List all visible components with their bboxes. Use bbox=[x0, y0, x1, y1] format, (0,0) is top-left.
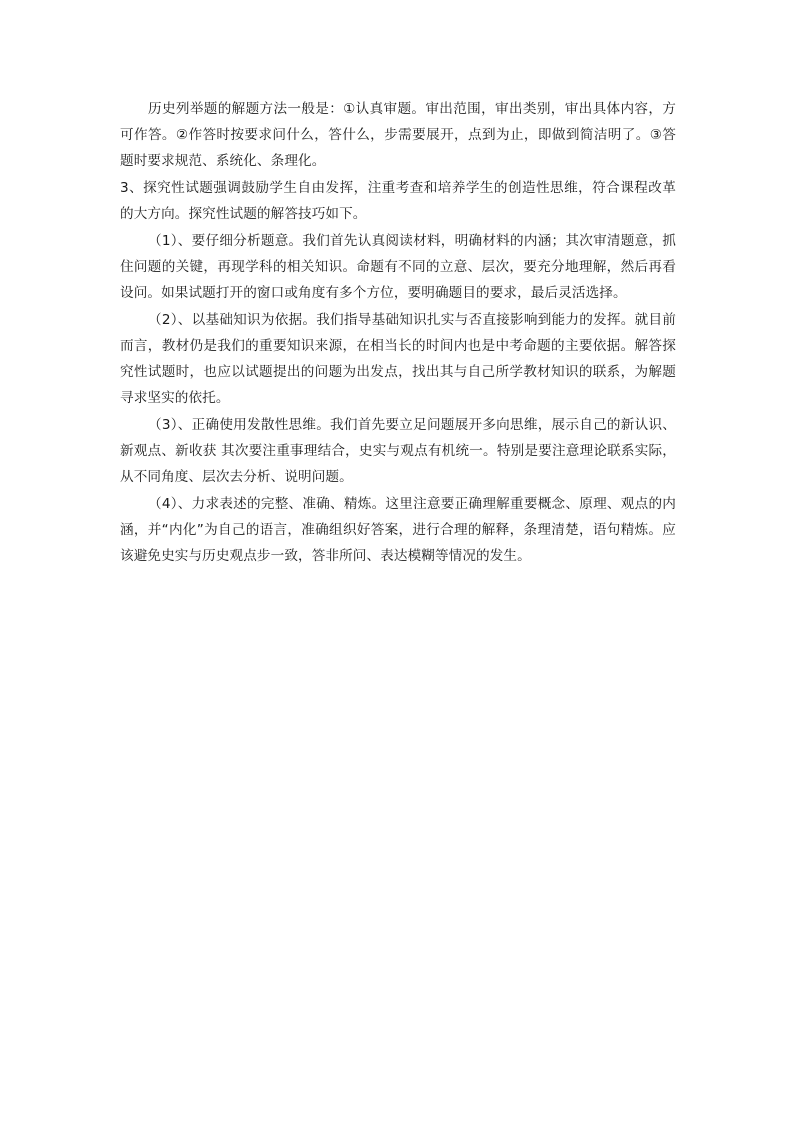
paragraph-section-3: 3、探究性试题强调鼓励学生自由发挥，注重考查和培养学生的创造性思维，符合课程改革的大方向。探究性试题的解答技巧如下。 bbox=[120, 180, 676, 222]
paragraph-intro: 历史列举题的解题方法一般是：①认真审题。审出范围，审出类别，审出具体内容，方可作答。②作答时按要求问什么，答什么，步需要展开，点到为止，即做到简洁明了。③答题时要求规范、系统化、条理化。 bbox=[120, 101, 676, 169]
paragraph-tip-2: （2）、以基础知识为依据。我们指导基础知识扎实与否直接影响到能力的发挥。就目前而言，教材仍是我们的重要知识来源，在相当长的时间内也是中考命题的主要依据。解答探究性试题时，也应以试题提出的问题为出发点，找出其与自己所学教材知识的联系，为解题寻求坚实的依托。 bbox=[120, 312, 676, 406]
paragraph-tip-4: （4）、力求表述的完整、准确、精炼。这里注意要正确理解重要概念、原理、观点的内涵，并“内化”为自己的语言，准确组织好答案，进行合理的解释，条理清楚，语句精炼。应该避免史实与历史观点步一致，答非所问、表达模糊等情况的发生。 bbox=[120, 496, 676, 564]
paragraph-tip-3: （3）、正确使用发散性思维。我们首先要立足问题展开多向思维，展示自己的新认识、新观点、新收获 其次要注重事理结合，史实与观点有机统一。特别是要注意理论联系实际，从不同角度、层次去分析、说明问题。 bbox=[120, 417, 676, 485]
document-body bbox=[120, 96, 676, 569]
paragraph-tip-1: （1）、要仔细分析题意。我们首先认真阅读材料，明确材料的内涵；其次审清题意，抓住问题的关键，再现学科的相关知识。命题有不同的立意、层次，要充分地理解，然后再看设问。如果试题打开的窗口或角度有多个方位，要明确题目的要求，最后灵活选择。 bbox=[120, 233, 676, 301]
